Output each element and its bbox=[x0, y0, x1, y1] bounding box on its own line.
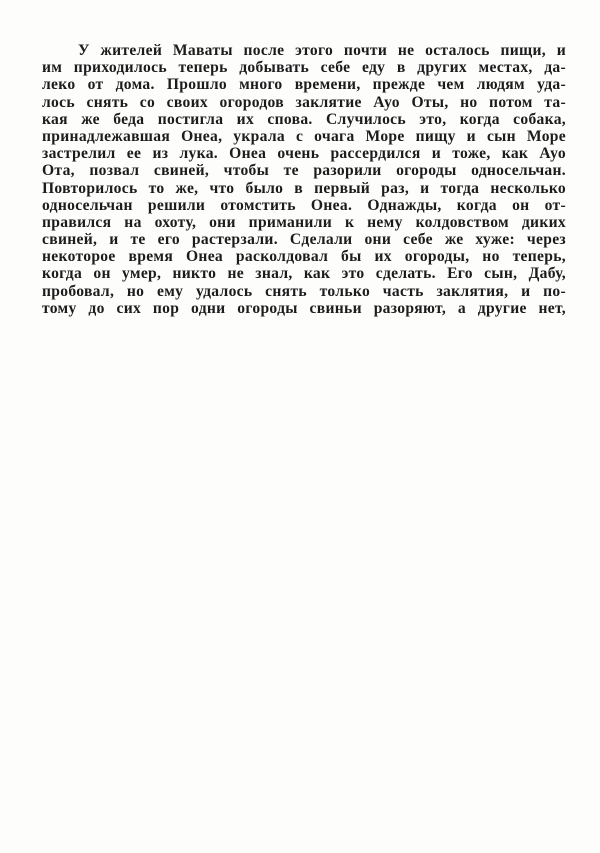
text-line: лось снять со своих огородов заклятие Ауо Оты, но потом та- bbox=[42, 93, 566, 111]
text-line: пробовал, но ему удалось снять только часть заклятия, и по- bbox=[42, 282, 566, 300]
text-line: правился на охоту, они приманили к нему колдовством диких bbox=[42, 213, 566, 231]
text-line: кая же беда постигла их спова. Случилось это, когда собака, bbox=[42, 110, 566, 128]
text-line: леко от дома. Прошло много времени, прежде чем людям уда- bbox=[42, 76, 566, 94]
text-line: У жителей Маваты после этого почти не осталось пищи, и bbox=[78, 42, 566, 59]
text-line: когда он умер, никто не знал, как это сделать. Его сын, Дабу, bbox=[42, 265, 566, 283]
text-line: принадлежавшая Онеа, украла с очага Море пищу и сын Море bbox=[42, 127, 566, 145]
text-line: односельчан решили отомстить Онеа. Однажды, когда он от- bbox=[42, 196, 566, 214]
text-line: застрелил ее из лука. Онеа очень рассердился и тоже, как Ауо bbox=[42, 145, 566, 163]
text-line: Повторилось то же, что было в первый раз, и тогда несколько bbox=[42, 179, 566, 197]
text-line: им приходилось теперь добывать себе еду в других местах, да- bbox=[42, 59, 566, 77]
text-line: тому до сих пор одни огороды свиньи разоряют, а другие нет, bbox=[42, 299, 566, 317]
text-line: свиней, и те его растерзали. Сделали они себе же хуже: через bbox=[42, 231, 566, 249]
text-line: некоторое время Онеа расколдовал бы их огороды, но теперь, bbox=[42, 248, 566, 266]
text-line: Ота, позвал свиней, чтобы те разорили огороды односельчан. bbox=[42, 162, 566, 180]
paragraph-block bbox=[42, 42, 566, 317]
